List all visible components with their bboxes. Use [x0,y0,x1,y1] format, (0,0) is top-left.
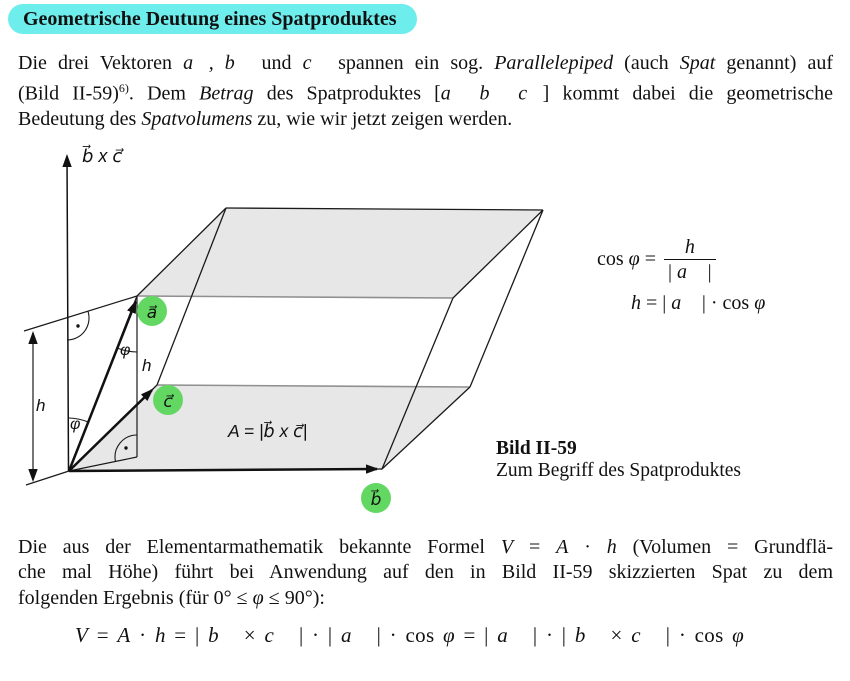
cos-phi-lhs: cos φ = [597,248,657,270]
axis-label: b⃗ x c⃗ [82,146,123,166]
section-title: Geometrische Deutung eines Spatproduktes [23,8,397,30]
h-left-label: h [36,396,46,415]
top-face [137,208,543,298]
figure-caption-text: Zum Begriff des Spatproduktes [496,459,741,481]
intro-line-2: (Bild II-59)$^{6)}$. Dem Betrag des Spatproduktes [a⃗ b⃗ c⃗] kommt dabei die geometrische [18,81,833,106]
right-angle-dot-foot [124,446,127,449]
phi-origin-label: φ [70,416,81,433]
body2-line-1: Die aus der Elementarmathematik bekannte Formel V = A · h (Volumen = Grundflä- [18,536,833,558]
right-angle-dot-axis [76,324,79,327]
parallelepiped-figure [0,140,580,530]
vector-a-label: a⃗ [146,303,158,322]
section-title-highlight [8,4,417,34]
cos-phi-formula [597,236,765,283]
fraction-numerator: h [684,236,695,258]
upper-plane-line [24,296,137,331]
fraction-h-over-a [664,236,716,283]
body-paragraph-2 [18,535,833,611]
vector-c-label: c⃗ [163,392,173,411]
volume-formula: V = A · h = | b⃗ × c⃗ | · | a⃗ | · cos φ = | a⃗ | · | b⃗ × c⃗ | · cos φ [75,623,745,647]
fraction-bar [664,259,716,260]
body2-line-3: folgenden Ergebnis (für 0° ≤ φ ≤ 90°): [18,586,325,609]
intro-line-1: Die drei Vektoren a⃗, b⃗ und c⃗ spannen ein sog. Parallelepiped (auch Spat genannt) auf [18,52,834,74]
vector-b-label: b⃗ [370,490,382,509]
figure-caption [496,438,741,481]
phi-top-label: φ [120,342,131,359]
figure-caption-number: Bild II-59 [496,438,577,459]
h-equals-formula: h = | a⃗ | · cos φ [631,292,766,314]
bxc-axis-arrow [67,156,69,471]
intro-line-3: Bedeutung des Spatvolumens zu, wie wir jetzt zeigen werden. [18,108,513,131]
h-inner-label: h [142,356,152,375]
area-label: A = |b⃗ x c⃗| [228,421,308,441]
fraction-denominator: | a⃗ | [668,261,712,283]
intro-paragraph [18,51,833,133]
side-formulas [597,236,765,315]
body2-line-2: che mal Höhe) führt bei Anwendung auf den in Bild II-59 skizzierten Spat zu dem [18,561,833,584]
